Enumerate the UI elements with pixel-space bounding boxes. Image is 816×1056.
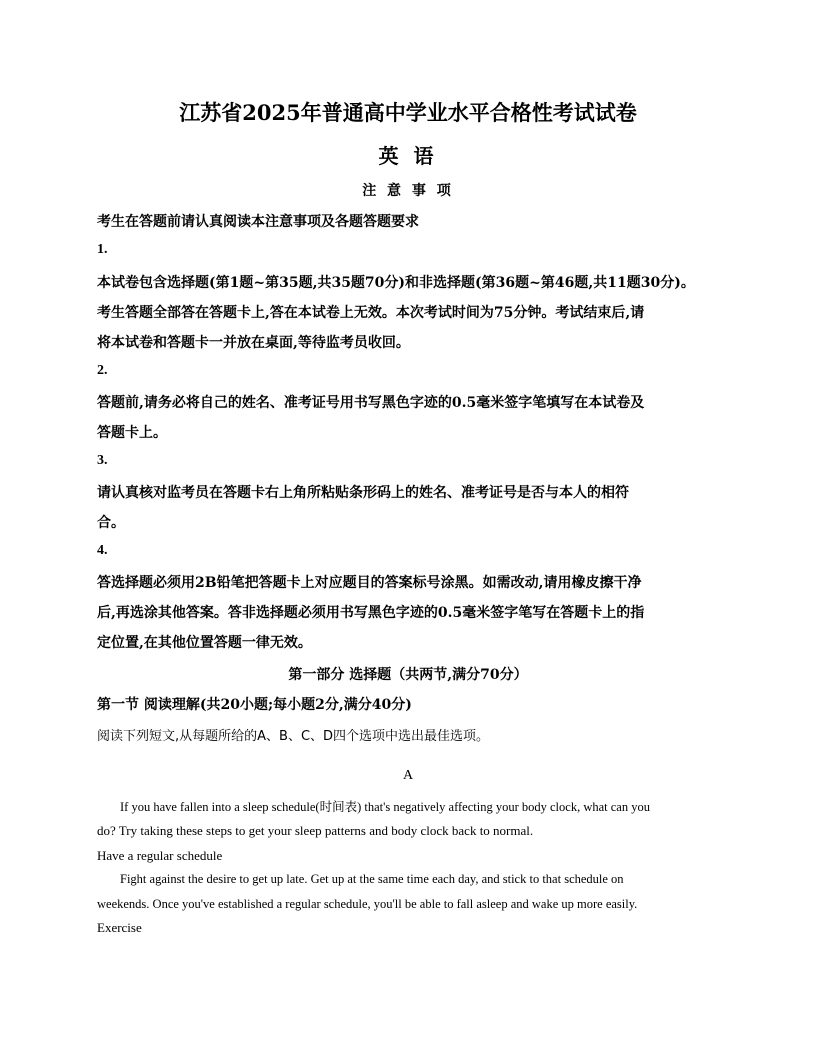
notice-item-line: 答选择题必须用2B铅笔把答题卡上对应题目的答案标号涂黑。如需改动,请用橡皮擦干净 xyxy=(97,575,642,591)
notice-item-line: 后,再选涂其他答案。答非选择题必须用书写黑色字迹的0.5毫米签字笔写在答题卡上的指 xyxy=(97,605,645,621)
section-heading: 第一节 阅读理解(共20小题;每小题2分,满分40分) xyxy=(97,697,412,713)
notice-heading: 注 意 事 项 xyxy=(362,183,454,199)
passage-paragraph-line: do? Try taking these steps to get your sleep patterns and body clock back to normal. xyxy=(97,823,534,838)
notice-item-number: 1. xyxy=(97,242,108,257)
notice-item-line: 本试卷包含选择题(第1题~第35题,共35题70分)和非选择题(第36题~第46题,共11题30分)。 xyxy=(97,275,695,291)
notice-item-line: 答题卡上。 xyxy=(97,425,167,441)
notice-intro: 考生在答题前请认真阅读本注意事项及各题答题要求 xyxy=(97,214,419,230)
notice-item-number: 2. xyxy=(97,363,108,378)
part-one-heading: 第一部分 选择题（共两节,满分70分） xyxy=(288,667,528,683)
passage-paragraph-line: If you have fallen into a sleep schedule(时间表) that's negatively affecting your body clock, what can you xyxy=(120,800,650,814)
notice-item-number: 4. xyxy=(97,543,108,558)
notice-item-number: 3. xyxy=(97,453,108,468)
notice-item-line: 请认真核对监考员在答题卡右上角所粘贴条形码上的姓名、准考证号是否与本人的相符 xyxy=(97,485,629,501)
notice-item-line: 合。 xyxy=(97,515,125,531)
passage-subheading: Have a regular schedule xyxy=(97,848,223,863)
notice-item-line: 定位置,在其他位置答题一律无效。 xyxy=(97,635,312,651)
notice-item-line: 将本试卷和答题卡一并放在桌面,等待监考员收回。 xyxy=(97,335,410,351)
exam-title: 江苏省2025年普通高中学业水平合格性考试试卷 xyxy=(179,100,637,125)
passage-label: A xyxy=(402,768,414,783)
passage-subheading: Exercise xyxy=(97,920,142,935)
passage-paragraph-line: Fight against the desire to get up late. Get up at the same time each day, and stick to that schedule on xyxy=(120,872,624,886)
subject-title: 英 语 xyxy=(378,144,438,168)
notice-item-line: 答题前,请务必将自己的姓名、准考证号用书写黑色字迹的0.5毫米签字笔填写在本试卷及 xyxy=(97,395,645,411)
section-instruction: 阅读下列短文,从每题所给的A、B、C、D四个选项中选出最佳选项。 xyxy=(97,729,490,744)
notice-item-line: 考生答题全部答在答题卡上,答在本试卷上无效。本次考试时间为75分钟。考试结束后,请 xyxy=(97,305,645,321)
passage-paragraph-line: weekends. Once you've established a regular schedule, you'll be able to fall asleep and wake up more easily. xyxy=(97,897,638,911)
